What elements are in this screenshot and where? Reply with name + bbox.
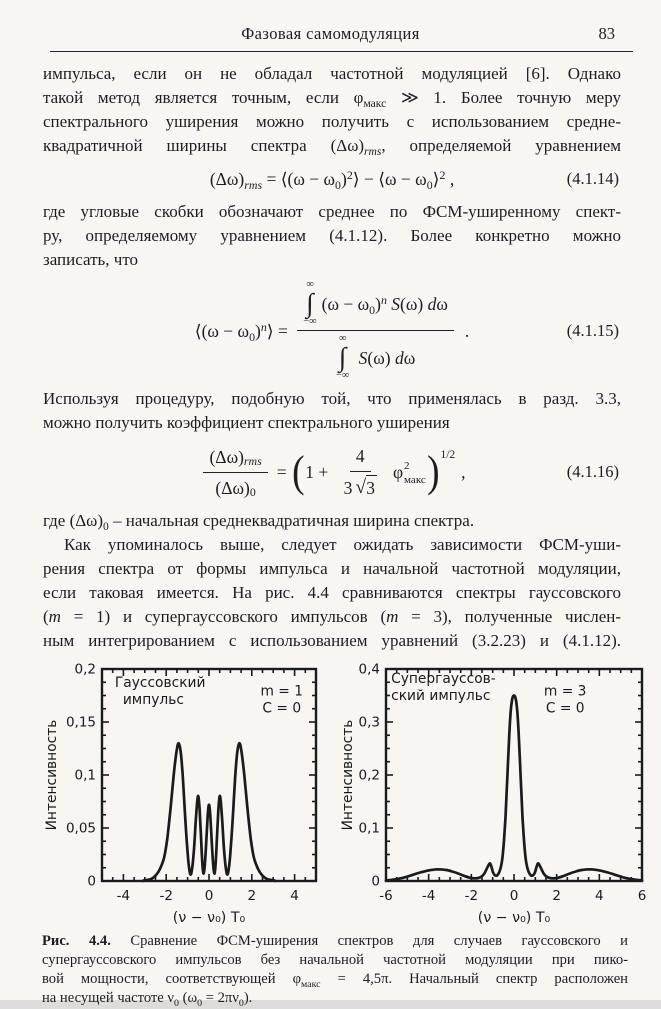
text-line: где $(\Delta\omega)_0$ – начальная среднеквадратичная ширина спектра. [43, 511, 475, 533]
exponent: 1/2 [440, 449, 456, 461]
text-line: квадратичной ширины спектра $(\Delta\omega)_{rms}$, определяемой уравнением [43, 136, 621, 158]
integral-upper-limit: ∞ [338, 333, 347, 344]
paragraph-5 [43, 533, 621, 653]
paragraph-1 [43, 62, 621, 158]
fraction [338, 444, 383, 500]
plot-annotation: m = 3 [543, 683, 587, 700]
integral [303, 280, 316, 327]
equation-4-1-16 [43, 444, 621, 500]
radicand: 3 [366, 475, 377, 500]
figure-caption [42, 932, 628, 1008]
integral-sign: ∫ [338, 342, 347, 372]
paragraph-2 [43, 200, 621, 272]
integral-upper-limit: ∞ [306, 279, 314, 290]
integral-sign: ∫ [306, 288, 314, 318]
equation-inner [305, 444, 425, 500]
x-axis-label: (ν − ν₀) T₀ [172, 910, 246, 926]
open-paren: ( [291, 447, 305, 497]
fraction-numerator: (Δω) $_{rms}$ [203, 445, 267, 473]
x-tick-label: 2 [552, 888, 561, 904]
equation-number: (4.1.16) [566, 462, 619, 481]
text-line: Рис. 4.4. Сравнение ФСМ-уширения спектров для случаев гауссовского и [42, 933, 628, 949]
radical-sign: √ [355, 476, 367, 498]
y-tick-label: 0,1 [358, 820, 380, 837]
spectrum-curve [386, 696, 642, 881]
one-plus: 1 + [305, 462, 333, 482]
plot-annotation: C = 0 [545, 700, 585, 717]
fraction [203, 445, 267, 500]
x-tick-label: -4 [421, 888, 436, 904]
plot-annotation: Супергауссов- [391, 671, 496, 687]
plot-annotation: Гауссовский [114, 675, 206, 692]
x-tick-label: -2 [159, 888, 173, 904]
text-line: такой метод является точным, если $\varphi_{макс}$ ≫ 1. Более точную меру [43, 88, 621, 110]
text-line: импульса, если он не обладал частотной модуляцией [6]. Однако [43, 64, 621, 83]
running-head-title: Фазовая самомодуляция [241, 24, 420, 43]
equation-punctuation: . [464, 320, 470, 341]
y-tick-label: 0,2 [74, 661, 96, 678]
equation-number: (4.1.14) [566, 169, 619, 188]
body-column [43, 62, 621, 653]
x-tick-label: 2 [247, 888, 257, 904]
integral [336, 334, 349, 381]
x-tick-label: 0 [204, 888, 214, 904]
y-tick-label: 0,15 [65, 714, 96, 731]
x-tick-label: 0 [509, 888, 519, 904]
text-line: Используя процедуру, подобную той, что применялась в разд. 3.3, [43, 389, 621, 408]
fraction-denominator [338, 472, 383, 500]
figure-right-chart [338, 659, 650, 930]
close-paren: ) [426, 447, 440, 497]
y-tick-label: 0,4 [358, 661, 380, 678]
fraction-numerator: 4 [350, 444, 371, 472]
equation-4-1-15 [43, 280, 621, 381]
text-line: спектрального уширения можно получить с использованием средне- [43, 112, 621, 131]
spectrum-curve [143, 743, 276, 881]
text-line: (m = 1) и супергауссовского импульсов (m = 3), полученные числен- [43, 607, 622, 626]
text-line: если таковая имеется. На рис. 4.4 сравниваются спектры гауссовского [43, 583, 621, 602]
supergaussian-pulse-spectrum [338, 659, 650, 925]
phi-superscript: 2 [404, 460, 410, 472]
figure-4-4 [40, 659, 661, 930]
phi-sup-sub [404, 461, 426, 485]
integral-lower-limit: −∞ [303, 316, 317, 327]
integrand: $(\omega - \omega_0)^n$ S(ω) dω [321, 292, 448, 317]
plot-annotation: m = 1 [260, 683, 304, 700]
y-axis-label: Интенсивность [44, 719, 60, 831]
x-tick-label: -2 [464, 888, 479, 904]
header-rule [50, 51, 633, 52]
gaussian-pulse-spectrum [40, 659, 328, 925]
text-line: супергауссовского импульсов без начальной частотной модуляции при пико- [42, 952, 628, 968]
text-line: ным интегрированием с использованием уравнений (3.2.23) и (4.1.12). [43, 631, 621, 650]
fraction-denominator [330, 331, 421, 381]
phi-symbol: φ [392, 462, 404, 482]
equation-punctuation: , [461, 462, 466, 482]
fraction-numerator [297, 280, 454, 331]
figure-left-chart [40, 659, 328, 930]
y-tick-label: 0 [87, 873, 96, 890]
paragraph-4 [43, 509, 621, 533]
text-line: где угловые скобки обозначают среднее по ФСМ-уширенному спект- [43, 202, 621, 221]
x-axis-label: (ν − ν₀) T₀ [477, 910, 551, 926]
y-tick-label: 0,3 [358, 714, 380, 731]
page-header [0, 0, 661, 52]
text-line: ру, определяемому уравнением (4.1.12). Более конкретно можно [43, 226, 621, 245]
page-number: 83 [598, 24, 615, 43]
equation-lhs: ⟨(ω − $\omega_0)^n⟩$ = [194, 319, 293, 344]
fraction [297, 280, 454, 381]
integrand: S(ω) dω [358, 347, 416, 368]
y-tick-label: 0,05 [65, 820, 96, 837]
equation-body: $(\Delta\omega)_{rms}$ = ⟨(ω − $\omega_0)^2⟩$ − ⟨ω − $\omega_0⟩^2$ , [209, 168, 455, 192]
paragraph-3 [43, 387, 621, 435]
y-axis-label: Интенсивность [340, 719, 356, 831]
text-line: рения спектра от формы импульса и начальной частотной модуляции, [43, 559, 621, 578]
equation-number: (4.1.15) [566, 320, 619, 340]
fraction-denominator: (Δω) $_0$ [215, 477, 256, 499]
phi-subscript: макс [404, 474, 426, 486]
text-line: можно получить коэффициент спектрального уширения [43, 413, 450, 432]
text-line: Как упоминалось выше, следует ожидать зависимости ФСМ-уши- [64, 535, 621, 554]
y-tick-label: 0 [371, 873, 380, 890]
plot-annotation: импульс [122, 692, 184, 709]
text-line: записать, что [43, 250, 139, 269]
equals-sign: = [276, 462, 287, 482]
x-tick-label: 4 [290, 888, 299, 904]
y-tick-label: 0,2 [358, 767, 380, 784]
phi-term [393, 460, 426, 484]
text-line: вой мощности, соответствующей $\varphi_{макс} = 4,5\pi$. Начальный спектр расположен [42, 971, 628, 990]
plot-annotation: ский импульс [391, 688, 491, 704]
x-tick-label: 4 [595, 888, 604, 904]
plot-annotation: C = 0 [262, 700, 302, 717]
integral-lower-limit: −∞ [335, 370, 350, 381]
coefficient: 3 [343, 477, 353, 498]
y-tick-label: 0,1 [74, 767, 96, 784]
x-tick-label: -4 [116, 888, 131, 904]
text-line: на несущей частоте $\nu_0$ $(\omega_0 = 2\pi\nu_0)$. [42, 990, 253, 1009]
x-tick-label: 6 [637, 888, 647, 904]
equation-4-1-14 [43, 167, 621, 191]
x-tick-label: -6 [379, 888, 393, 904]
